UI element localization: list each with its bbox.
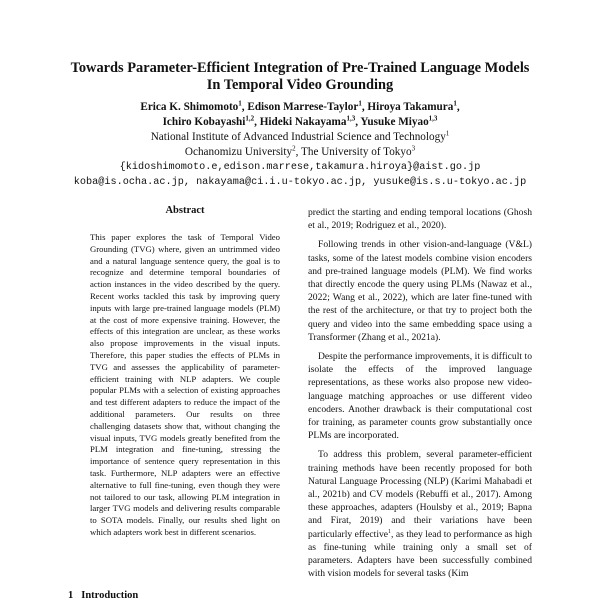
author-affil-mark: 1,3 (428, 114, 438, 123)
affiliation-name: Ochanomizu University (184, 146, 293, 158)
author-names-line-2 (40, 115, 560, 130)
affiliation-name: National Institute of Advanced Industrial Science and Technology (150, 131, 446, 143)
body-text: To address this problem, several parameter-efficient training methods have been recently proposed for both Natural Language Processing (NLP) (Karimi Mahabadi et al., 2021b) and CV models (Rebuffi et al., 2017). Among these approaches, adapters (Houlsby et al., 2019; Bapna and Firat, 2019) and their variations have been particularly effective (308, 449, 532, 540)
section-title: Introduction (81, 590, 139, 601)
section-heading (68, 590, 146, 601)
affiliation-line-2 (40, 145, 560, 160)
email-line-1: {kidoshimomoto.e,edison.marrese,takamura.hiroya}@aist.go.jp (119, 162, 481, 173)
body-paragraph: predict the starting and ending temporal locations (Ghosh et al., 2019; Rodriguez et al., 2020). (308, 207, 532, 232)
body-paragraph (308, 448, 532, 580)
author-name: Erica K. Shimomoto (140, 101, 239, 113)
title-line-2: In Temporal Video Grounding (206, 77, 394, 93)
affiliation-name: , The University of Tokyo (295, 146, 412, 158)
abstract-heading: Abstract (165, 205, 205, 216)
paper-title (40, 60, 560, 94)
author-separator: , (241, 101, 248, 113)
abstract-text: This paper explores the task of Temporal Video Grounding (TVG) where, given an untrimmed video and a natural language sentence query, the goal is to recognize and determine temporal boundaries of action instances in the video described by the query. Recent works tackled this task by improving query inputs with large pre-trained language models (PLM) at the cost of more expensive training. However, the effects of this integration are unclear, as these works also propose improvements in the visual inputs. Therefore, this paper studies the effects of PLMs in TVG and assesses the applicability of parameter-efficient training with NLP adapters. We couple popular PLMs with a selection of existing approaches and test different adapters to reduce the impact of the additional parameters. Our results on three challenging datasets show that, without changing the visual inputs, TVG models greatly benefited from the PLM integration and fine-tuning, stressing the importance of sentence query representation in this task. Furthermore, NLP adapters were an effective alternative to full fine-tuning, even though they were not tailored to our task, allowing PLM integration in larger TVG models and delivering results comparable to SOTA models. Finally, our results shed light on which adapters work best in different scenarios. (90, 232, 280, 537)
author-separator: , (361, 101, 368, 113)
author-separator: , (355, 116, 361, 128)
author-affil-mark: 1,2 (245, 114, 255, 123)
author-affil-mark: 1 (453, 99, 457, 108)
author-affil-mark: 1,3 (346, 114, 356, 123)
author-affil-mark: 1 (238, 99, 242, 108)
footnote-mark: 1 (388, 528, 392, 535)
affiliation-mark: 3 (411, 144, 416, 153)
author-names-line-1 (40, 100, 560, 115)
author-name: Yusuke Miyao (360, 116, 429, 128)
body-paragraph: Despite the performance improvements, it is difficult to isolate the effects of the improved language representations, as these works also propose new video-language matching approaches or use different video encoders. Another drawback is their computational cost for training, as parameter counts grow substantially once PLMs are incorporated. (308, 351, 532, 442)
affiliation-line-1 (40, 130, 560, 145)
section-number: 1 (68, 590, 74, 601)
affiliation-mark: 2 (292, 144, 296, 153)
author-name: Hideki Nakayama (259, 116, 347, 128)
body-paragraph: Following trends in other vision-and-language (V&L) tasks, some of the latest models combine vision encoders and pre-trained language models (PLM). We find works that directly encode the query using PLMs (Nawaz et al., 2022; Wang et al., 2022), which are later fine-tuned with the rest of the architecture, or that try to project both the query and video into the same embedding space using a Transformer (Zhang et al., 2021a). (308, 239, 532, 343)
author-separator: , (456, 101, 460, 113)
author-separator: , (254, 116, 260, 128)
affiliation-mark: 1 (445, 129, 450, 138)
author-name: Edison Marrese-Taylor (247, 101, 359, 113)
author-affil-mark: 1 (358, 99, 362, 108)
author-block (40, 100, 560, 190)
right-column (308, 206, 532, 586)
body-text: , as they lead to performance as high as fine-tuning while training only a small set of parameters. Adapters have been successfully combined with vision models for several tasks (Kim (308, 528, 533, 580)
email-line-2: koba@is.ocha.ac.jp, nakayama@ci.i.u-tokyo.ac.jp, yusuke@is.s.u-tokyo.ac.jp (73, 177, 527, 188)
author-name: Ichiro Kobayashi (162, 116, 246, 128)
author-name: Hiroya Takamura (367, 101, 454, 113)
title-line-1: Towards Parameter-Efficient Integration of Pre-Trained Language Models (70, 60, 530, 76)
